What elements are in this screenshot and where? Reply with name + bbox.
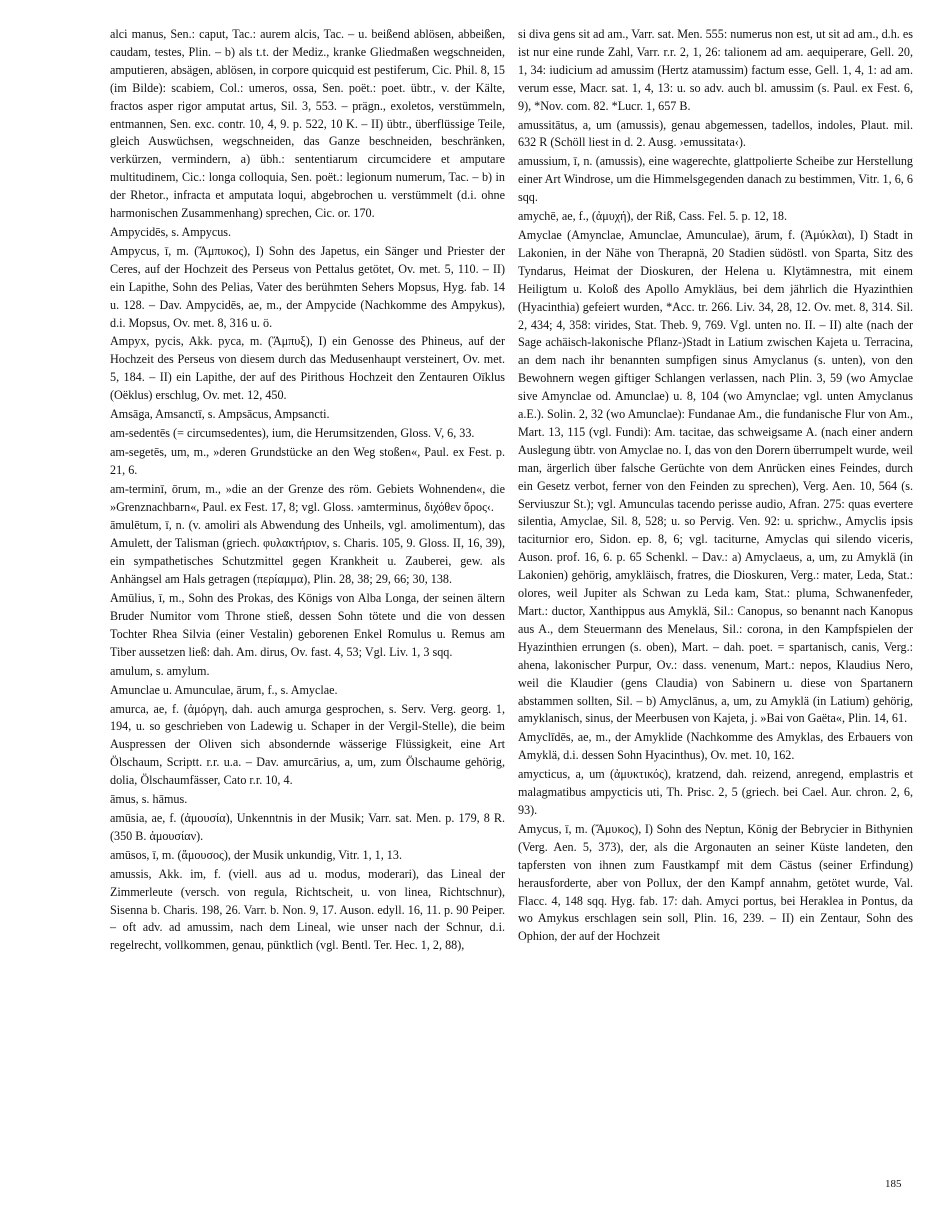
dictionary-entry: amussitātus, a, um (amussis), genau abgemessen, tadellos, indoles, Plaut. mil. 632 R (Schöll liest in d. 2. Ausg. ›emussitata‹). bbox=[518, 117, 913, 150]
left-column bbox=[110, 26, 505, 955]
dictionary-entry: Amyclae (Amynclae, Amunclae, Amunculae), ārum, f. (Ἀμύκλαι), I) Stadt in Lakonien, in der Nähe von Therapnä, 20 Stadien südöstl. von Sparta, Sitz des Tyndarus, Heimat der Dioskuren, der Helena u. Klytämnestra, mit einem Heiligtum u. Koloß des Apollo Amykläus, bei dem jährlich die Hyazinthien (Hyacinthia) gefeiert wurden, *Acc. tr. 266. Liv. 34, 28, 12. Ov. met. 8, 314. Sil. 2, 434; 4, 358: virides, Stat. Theb. 9, 769. Vgl. unten no. II. – II) alte (nach der Sage achäisch-lakonische Pflanz-)Stadt in Latium zwischen Kajeta u. Terracina, an dem nach ihr benannten sumpfigen sinus Amyclanus (s. unten), von den Bewohnern wegen giftiger Schlangen verlassen, nach Plin. 3, 59 (wo Amyclae sive Amynclae od. Amunclae) u. 8, 104 (wo Amynclae; vgl. unten Amyclanus a.E.). Solin. 2, 32 (wo Amunclae): Fundanae Am., die fundanische Flur von Am., Mart. 13, 115 (vgl. Fundi): Am. tacitae, das schweigsame A. (nach einer andern Auslegung übtr. von Amyclae no. I, das von den Dorern überrumpelt wurde, weil man, ärgerlich über falsche Gerüchte von dem Anrücken eines Feindes, durch ein Gesetz verbot, ferner von den Feinden zu sprechen), Verg. Aen. 10, 564 (s. Serviuszur St.); vgl. Amunculas tacendo perisse audio, Afran. 275: quas evertere silentia, Amyclae, Sil. 8, 528; u. so Pervig. Ven. 92: u. sprichw., Amyclis ipsis taciturnior ero, Sidon. ep. 8, 6; vgl. taciturne, Amyclas qui silendo viceris, Auson. prof. 16, 6. p. 65 Schenkl. – Dav.: a) Amyclaeus, a, um, zu Amyklä (in Lakonien) gehörig, amykläisch, fratres, die Dioskuren, Verg.: mater, Leda, Stat.: olores, weil Jupiter als Schwan zu Leda kam, Stat.: pluma, Schwanenfeder, Mart.: ductor, Xanthippus aus Amyklä, Sil.: Canopus, so benannt nach Kanopus aus A., dem Steuermann des Menelaus, Sil.: corona, in den Kampfspielen der Hyazinthien errungen (s. oben), Mart. – dah. poet. = spartanisch, canis, Verg.: ahena, lakonischer Purpur, Ov.: dass. venenum, Mart.: nepos, Klaudius Nero, weil die Klaudier (gens Claudia) von Sabinern u. diese von Spartanern abstammen sollten, Sil. – b) Amyclānus, a, um, zu Amyklä (in Latium) gehörig, amyklanisch, sinus, der Meerbusen von Kajeta, j. »Bai von Gaëta«, Plin. 14, 61. bbox=[518, 227, 913, 726]
dictionary-entry: Amsāga, Amsanctī, s. Ampsācus, Ampsancti. bbox=[110, 407, 330, 422]
dictionary-entry: amussis, Akk. im, f. (viell. aus ad u. modus, moderari), das Lineal der Zimmerleute (versch. von regula, Richtscheit, u. von linea, Richtschnur), Sisenna b. Charis. 198, 26. Varr. b. Non. 9, 17. Auson. edyll. 16, 11. p. 90 Peiper. – oft adv. ad amussim, nach dem Lineal, wie unser nach der Schnur, d.i. regelrecht, vollkommen, genau, pünktlich (vgl. Bentl. Ter. Hec. 1, 2, 88), bbox=[110, 866, 505, 953]
dictionary-entry: amussium, ī, n. (amussis), eine wagerechte, glattpolierte Scheibe zur Herstellung einer Art Windrose, um die Himmelsgegenden danach zu bestimmen, Vitr. 1, 6, 6 sqq. bbox=[518, 154, 913, 205]
dictionary-entry: amūsia, ae, f. (ἀμουσία), Unkenntnis in der Musik; Varr. sat. Men. p. 179, 8 R. (350 B. ἀμουσίαν). bbox=[110, 810, 505, 843]
dictionary-entry: amurca, ae, f. (ἀμόργη, dah. auch amurga gesprochen, s. Serv. Verg. georg. 1, 194, u. so geschrieben von Ladewig u. Schaper in der Vergil-Stelle), die beim Auspressen der Oliven sich absondernde wässerige Flüssigkeit, eine Art Ölschaum, Scriptt. r.r. u.a. – Dav. amurcārius, a, um, zum Ölschaume gehörig, dolia, Ölschaumfässer, Cato r.r. 10, 4. bbox=[110, 701, 505, 788]
dictionary-entry: amycticus, a, um (ἀμυκτικός), kratzend, dah. reizend, anregend, emplastris et malagmatibus ampycticis uti, Th. Prisc. 2, 5 (griech. bei Cael. Aur. chron. 2, 6, 93). bbox=[518, 767, 913, 817]
right-column bbox=[518, 26, 913, 946]
dictionary-entry: am-segetēs, um, m., »deren Grundstücke an den Weg stoßen«, Paul. ex Fest. p. 21, 6. bbox=[110, 444, 505, 477]
dictionary-entry: amūsos, ī, m. (ἄμουσος), der Musik unkundig, Vitr. 1, 1, 13. bbox=[110, 847, 402, 862]
dictionary-entry: Amycus, ī, m. (Ἄμυκος), I) Sohn des Neptun, König der Bebrycier in Bithynien (Verg. Aen. 5, 373), der, als die Argonauten an seiner Küste landeten, den tapfersten von ihnen zum Faustkampf mit dem Cästus (seiner Erfindung) herausforderte, aber von Pollux, der den Kampf annahm, getötet wurde, Val. Flacc. 4, 148 sqq. Hyg. fab. 17: dah. Amyci portus, bei Heraklea in Pontus, da wo Amykus erschlagen sein soll, Plin. 16, 239. – II) ein Zentaur, Sohn des Ophion, der auf der Hochzeit bbox=[518, 821, 913, 944]
dictionary-entry: am-terminī, ōrum, m., »die an der Grenze des röm. Gebiets Wohnenden«, die »Grenznachbarn«, Paul. ex Fest. 17, 8; vgl. Gloss. ›amterminus, διχόθεν ὅρος‹. bbox=[110, 481, 505, 514]
dictionary-entry: āmulētum, ī, n. (v. amoliri als Abwendung des Unheils, vgl. amolimentum), das Amulett, der Talisman (griech. φυλακτήριον, s. Charis. 105, 9. Gloss. II, 16, 39), ein sympathetisches Schutzmittel gegen Krankheit u. Zauberei, gew. als Anhängsel am Hals getragen (περίαμμα), Plin. 28, 38; 29, 66; 30, 138. bbox=[110, 518, 505, 587]
page-number: 185 bbox=[885, 1178, 902, 1190]
dictionary-entry: Ampyx, pycis, Akk. pyca, m. (Ἄμπυξ), I) ein Genosse des Phineus, auf der Hochzeit des Perseus von diesem durch das Medusenhaupt versteinert, Ov. met. 5, 184. – II) ein Lapithe, der auf des Pirithous Hochzeit den Zentauren Oïklus (Oëklus) erschlug, Ov. met. 12, 450. bbox=[110, 334, 505, 403]
dictionary-entry: amychē, ae, f., (ἀμυχή), der Riß, Cass. Fel. 5. p. 12, 18. bbox=[518, 209, 787, 224]
dictionary-entry: Ampycus, ī, m. (Ἄμπυκος), I) Sohn des Japetus, ein Sänger und Priester der Ceres, auf der Hochzeit des Perseus von Pettalus getötet, Ov. met. 5, 110. – II) ein Lapithe, Sohn des Pelias, Vater des berühmten Sehers Mopsus, Hyg. fab. 14 u. 128. – Dav. Ampycidēs, ae, m., der Ampycide (Nachkomme des Ampykus), d.i. Mopsus, Ov. met. 8, 316 u. ö. bbox=[110, 243, 505, 330]
dictionary-entry: si diva gens sit ad am., Varr. sat. Men. 555: numerus non est, ut sit ad am., d.h. es ist nur eine runde Zahl, Varr. r.r. 2, 1, 26: talionem ad am. aequiperare, Gell. 20, 1, 34: iudicium ad amussim (Hertz atamussim) factum esse, Gell. 1, 4, 1: ad am. verum esse, Macr. sat. 1, 4, 13: u. so adv. auch bl. amussim (s. Paul. ex Fest. 6, 9), *Nov. com. 82. *Lucr. 1, 657 B. bbox=[518, 27, 913, 113]
dictionary-entry: am-sedentēs (= circumsedentes), ium, die Herumsitzenden, Gloss. V, 6, 33. bbox=[110, 425, 475, 440]
dictionary-entry: amulum, s. amylum. bbox=[110, 663, 210, 678]
dictionary-entry: āmus, s. hāmus. bbox=[110, 792, 188, 807]
dictionary-entry: Ampycidēs, s. Ampycus. bbox=[110, 224, 232, 239]
dictionary-entry: Amunclae u. Amunculae, ārum, f., s. Amyclae. bbox=[110, 682, 338, 697]
dictionary-entry: Amyclīdēs, ae, m., der Amyklide (Nachkomme des Amyklas, des Erbauers von Amyklä, d.i. dessen Sohn Hyacinthus), Ov. met. 10, 162. bbox=[518, 730, 913, 763]
dictionary-entry: Amūlius, ī, m., Sohn des Prokas, des Königs von Alba Longa, der seinen ältern Bruder Numitor vom Throne stieß, dessen Sohn tötete und die von dessen Tochter Rhea Silvia (einer Vestalin) geborenen Enkel Romulus u. Remus am Tiber aussetzen ließ: dah. Am. dirus, Ov. fast. 4, 53; Vgl. Liv. 1, 3 sqq. bbox=[110, 591, 505, 659]
dictionary-entry: alci manus, Sen.: caput, Tac.: aurem alcis, Tac. – u. beißend ablösen, abbeißen, caudam, testes, Plin. – b) als t.t. der Mediz., kranke Gliedmaßen wegschneiden, amputieren, absägen, ablösen, in corpore quicquid est pestiferum, Cic. Phil. 8, 15 (im Bilde): scabiem, Col.: umeros, ossa, Sen. poët.: poet. übtr., v. der Kälte, fractos asper rigor amputat artus, Sil. 3, 553. – prägn., exoletos, verstümmeln, entmannen, Sen. exc. contr. 10, 4, 9. p. 522, 10 K. – II) übtr., überflüssige Teile, gleich Auswüchsen, wegschneiden, das Ganze beschneiden, beschränken, verkürzen, vermindern, a) übh.: sententiarum circumcidere et amputare multitudinem, Cic.: longa colloquia, Sen. poët.: legionum numerum, Tac. – b) in der Rhetor., infracta et amputata loqui, abgebrochen u. verstümmelt (d.i. ohne harmonischen Zusammenhang) sprechen, Cic. or. 170. bbox=[110, 27, 505, 221]
